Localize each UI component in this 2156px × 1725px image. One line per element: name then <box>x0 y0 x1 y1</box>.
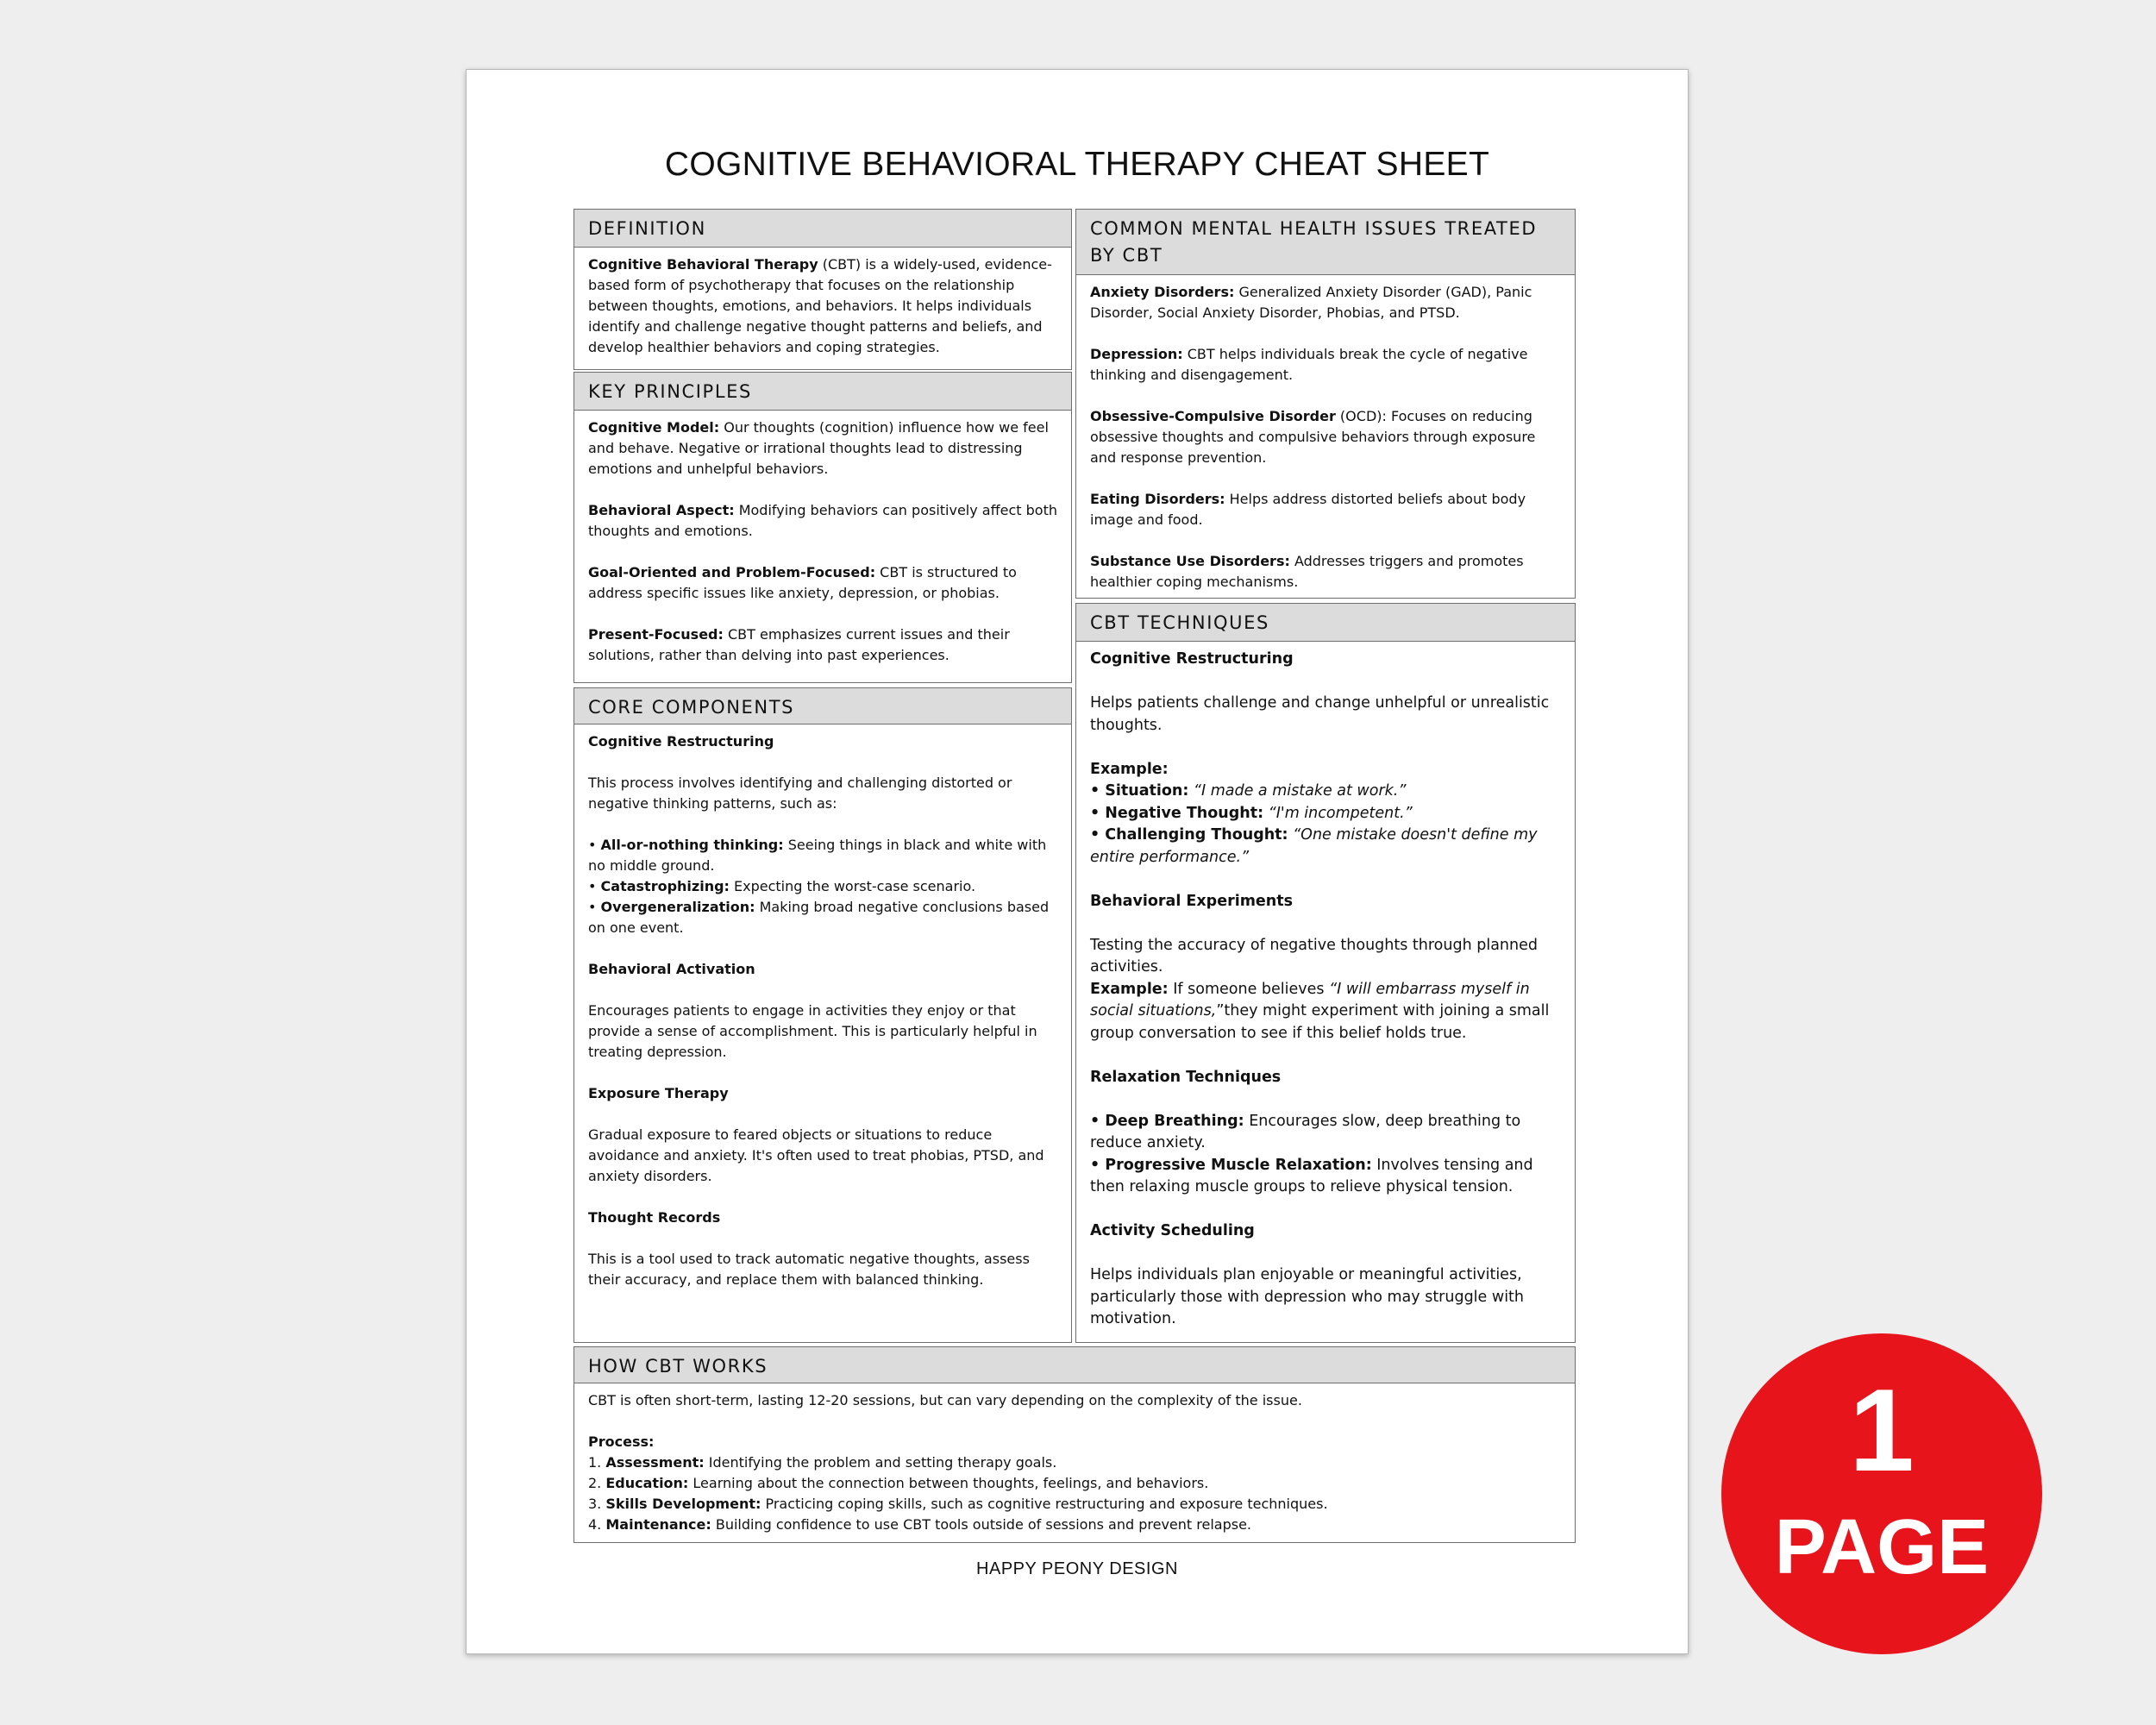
how-cbt-works-section <box>573 1346 1576 1543</box>
paragraph: Testing the accuracy of negative thoughts through planned activities. Example: If someone believes “I will embarrass myself in social situations,”they might experiment with joining a small group conversation to see if this belief holds true. <box>1090 936 1550 1042</box>
principle-item: Present-Focused: CBT emphasizes current issues and their solutions, rather than delving into past experiences. <box>588 626 1010 663</box>
paragraph: Encourages patients to engage in activities they enjoy or that provide a sense of accomplishment. This is particularly helpful in treating depression. <box>588 1002 1037 1060</box>
definition-text: Cognitive Behavioral Therapy (CBT) is a widely-used, evidence-based form of psychotherapy that focuses on the relationship between thoughts, emotions, and behaviors. It helps individuals identify and challenge negative thought patterns and beliefs, and develop healthier behaviors and coping strategies. <box>588 256 1052 355</box>
paragraph: Helps individuals plan enjoyable or meaningful activities, particularly those with depression who may struggle with motivation. <box>1090 1266 1525 1327</box>
subheading: Thought Records <box>588 1209 721 1226</box>
bullet-item: • Overgeneralization: Making broad negative conclusions based on one event. <box>588 899 1050 936</box>
page-count-badge <box>1721 1333 2042 1654</box>
section-body <box>574 411 1071 666</box>
section-body <box>1076 642 1575 1331</box>
issue-item: Depression: CBT helps individuals break the cycle of negative thinking and disengagement. <box>1090 346 1528 383</box>
brand-footer: HAPPY PEONY DESIGN <box>976 1559 1178 1578</box>
section-body <box>574 248 1071 358</box>
principle-item: Cognitive Model: Our thoughts (cognition) influence how we feel and behave. Negative or irrational thoughts lead to distressing emotions and unhelpful behaviors. <box>588 419 1049 477</box>
section-heading: CORE COMPONENTS <box>574 688 1071 724</box>
section-heading: COMMON MENTAL HEALTH ISSUES TREATED BY CBT <box>1076 210 1575 275</box>
paragraph: This process involves identifying and challenging distorted or negative thinking patterns, such as: <box>588 775 1012 812</box>
bullet-list <box>1090 1111 1561 1199</box>
badge-number: 1 <box>1849 1364 1915 1496</box>
section-body <box>574 1383 1575 1535</box>
principle-item: Behavioral Aspect: Modifying behaviors can positively affect both thoughts and emotions. <box>588 502 1057 539</box>
section-body <box>1076 275 1575 593</box>
subheading: Cognitive Restructuring <box>1090 650 1294 668</box>
bullet-item: • Deep Breathing: Encourages slow, deep breathing to reduce anxiety. <box>1090 1112 1521 1151</box>
process-step: 2. Education: Learning about the connection between thoughts, feelings, and behaviors. <box>588 1475 1209 1491</box>
key-principles-section <box>573 372 1072 683</box>
section-heading: KEY PRINCIPLES <box>574 373 1071 411</box>
subheading: Activity Scheduling <box>1090 1222 1255 1239</box>
subheading: Behavioral Activation <box>588 961 755 977</box>
example-line: • Negative Thought: “I'm incompetent.” <box>1090 804 1413 822</box>
issue-item: Eating Disorders: Helps address distorted beliefs about body image and food. <box>1090 491 1526 528</box>
subheading: Relaxation Techniques <box>1090 1068 1282 1086</box>
issue-item: Substance Use Disorders: Addresses triggers and promotes healthier coping mechanisms. <box>1090 553 1524 590</box>
issue-item: Obsessive-Compulsive Disorder (OCD): Focuses on reducing obsessive thoughts and compulsive behaviors through exposure and response prevention. <box>1090 408 1536 466</box>
mental-health-issues-section <box>1075 209 1576 599</box>
core-components-section <box>573 687 1072 1343</box>
paragraph: CBT is often short-term, lasting 12-20 sessions, but can vary depending on the complexity of the issue. <box>588 1392 1302 1408</box>
example-line: • Challenging Thought: “One mistake doesn't define my entire performance.” <box>1090 826 1538 866</box>
paragraph: Gradual exposure to feared objects or situations to reduce avoidance and anxiety. It's often used to treat phobias, PTSD, and anxiety disorders. <box>588 1126 1044 1184</box>
badge-label: PAGE <box>1774 1504 1990 1590</box>
page-title: COGNITIVE BEHAVIORAL THERAPY CHEAT SHEET <box>664 146 1490 183</box>
section-body <box>574 724 1071 1290</box>
section-heading: HOW CBT WORKS <box>574 1347 1575 1383</box>
bullet-item: • All-or-nothing thinking: Seeing things in black and white with no middle ground. <box>588 837 1047 874</box>
section-heading: CBT TECHNIQUES <box>1076 604 1575 642</box>
cheat-sheet-page <box>466 69 1689 1654</box>
example-line: • Situation: “I made a mistake at work.” <box>1090 782 1407 800</box>
principle-item: Goal-Oriented and Problem-Focused: CBT is structured to address specific issues like anxiety, depression, or phobias. <box>588 564 1017 601</box>
paragraph: This is a tool used to track automatic negative thoughts, assess their accuracy, and replace them with balanced thinking. <box>588 1251 1030 1288</box>
paragraph: Helps patients challenge and change unhelpful or unrealistic thoughts. <box>1090 694 1550 734</box>
subheading: Behavioral Experiments <box>1090 892 1294 910</box>
definition-section <box>573 209 1072 370</box>
issue-item: Anxiety Disorders: Generalized Anxiety Disorder (GAD), Panic Disorder, Social Anxiety Disorder, Phobias, and PTSD. <box>1090 284 1532 321</box>
example-block: Example: • Situation: “I made a mistake at work.” • Negative Thought: “I'm incompetent.” • Challenging Thought: “One mistake doesn't define my entire performance.” <box>1090 760 1538 866</box>
bullet-item: • Catastrophizing: Expecting the worst-case scenario. <box>588 878 976 894</box>
bullet-item: • Progressive Muscle Relaxation: Involves tensing and then relaxing muscle groups to relieve physical tension. <box>1090 1156 1533 1195</box>
section-heading: DEFINITION <box>574 210 1071 248</box>
subheading: Cognitive Restructuring <box>588 733 774 750</box>
process-step: 3. Skills Development: Practicing coping skills, such as cognitive restructuring and exposure techniques. <box>588 1496 1328 1512</box>
process-step: 4. Maintenance: Building confidence to use CBT tools outside of sessions and prevent relapse. <box>588 1516 1251 1533</box>
definition-term: Cognitive Behavioral Therapy <box>588 256 818 273</box>
process-list: Process: 1. Assessment: Identifying the problem and setting therapy goals. 2. Education: Learning about the connection between thoughts, feelings, and behaviors. 3. Skills Development: Practicing coping skills, such as cognitive restructuring and exposure techniques. 4. Maintenance: Building confidence to use CBT tools outside of sessions and prevent relapse. <box>588 1433 1328 1533</box>
cbt-techniques-section <box>1075 603 1576 1343</box>
subheading: Exposure Therapy <box>588 1085 729 1101</box>
bullet-list <box>588 835 1057 938</box>
process-step: 1. Assessment: Identifying the problem and setting therapy goals. <box>588 1454 1057 1471</box>
